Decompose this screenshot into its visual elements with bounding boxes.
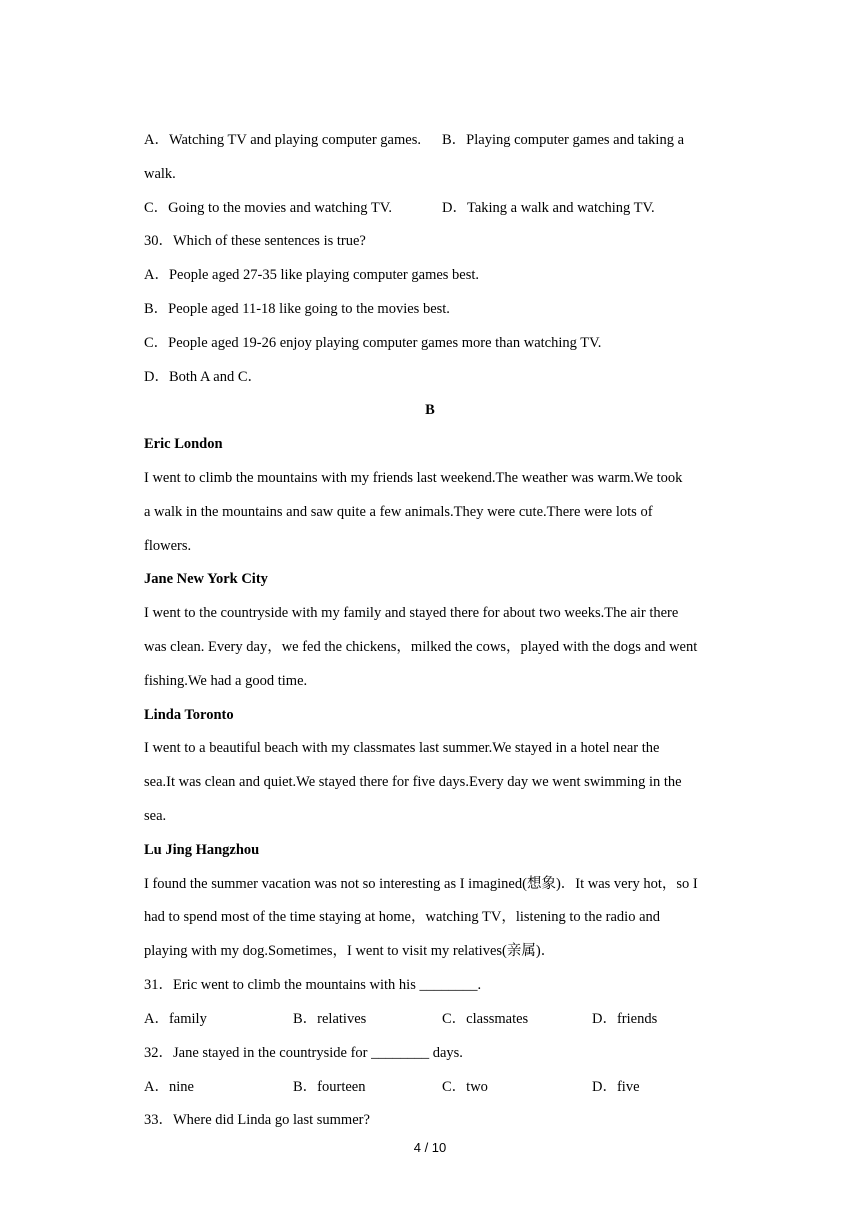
lujing-text-line: playing with my dog.Sometimes，I went to visit my relatives(亲属)． [144,943,556,959]
q31-option-d: D．friends [592,1011,658,1027]
q29-option-a: A．Watching TV and playing computer games. [144,132,421,148]
q29-option-d: D．Taking a walk and watching TV. [442,200,655,216]
q32-question: 32．Jane stayed in the countryside for ________ days. [144,1045,463,1061]
q30-option-d: D．Both A and C． [144,369,263,385]
lujing-text-line: I found the summer vacation was not so interesting as I imagined(想象)．It was very hot，so I [144,876,698,892]
linda-text-line: sea.It was clean and quiet.We stayed there for five days.Every day we went swimming in the [144,774,682,790]
jane-name: Jane New York City [144,571,268,587]
q31-option-c: C．classmates [442,1011,529,1027]
lujing-name: Lu Jing Hangzhou [144,842,260,858]
q32-option-c: C．two [442,1079,488,1095]
q30-question: 30．Which of these sentences is true? [144,233,366,249]
jane-text-line: fishing.We had a good time. [144,673,308,689]
q32-option-a: A．nine [144,1079,194,1095]
page-number: 4 / 10 [413,1140,447,1155]
q30-option-a: A．People aged 27-35 like playing computer games best. [144,267,480,283]
jane-text-line: I went to the countryside with my family and stayed there for about two weeks.The air there [144,605,679,621]
eric-text-line: a walk in the mountains and saw quite a few animals.They were cute.There were lots of [144,504,653,520]
linda-text-line: sea. [144,808,167,824]
q31-option-b: B．relatives [293,1011,367,1027]
q32-option-b: B．fourteen [293,1079,366,1095]
q32-options-row [144,1077,744,1197]
eric-name: Eric London [144,436,223,452]
q31-option-a: A．family [144,1011,207,1027]
eric-text-line: flowers. [144,538,192,554]
q29-options-row-ab [144,130,685,150]
jane-text-line: was clean. Every day，we fed the chickens，milked the cows，played with the dogs and went [144,639,698,655]
q30-option-c: C．People aged 19-26 enjoy playing computer games more than watching TV. [144,335,602,351]
lujing-text-line: had to spend most of the time staying at home，watching TV，listening to the radio and [144,909,661,925]
linda-text-line: I went to a beautiful beach with my classmates last summer.We stayed in a hotel near the [144,740,660,756]
q29-option-b: B．Playing computer games and taking a [442,132,685,148]
q31-question: 31．Eric went to climb the mountains with his ________. [144,977,482,993]
eric-text-line: I went to climb the mountains with my friends last weekend.The weather was warm.We took [144,470,683,486]
q29-option-b-cont: walk. [144,166,176,182]
linda-name: Linda Toronto [144,707,234,723]
q33-question: 33．Where did Linda go last summer? [144,1112,370,1128]
q32-option-d: D．five [592,1079,640,1095]
q30-option-b: B．People aged 11-18 like going to the movies best. [144,301,450,317]
section-b-heading: B [425,402,435,418]
q29-option-c: C．Going to the movies and watching TV. [144,200,392,216]
